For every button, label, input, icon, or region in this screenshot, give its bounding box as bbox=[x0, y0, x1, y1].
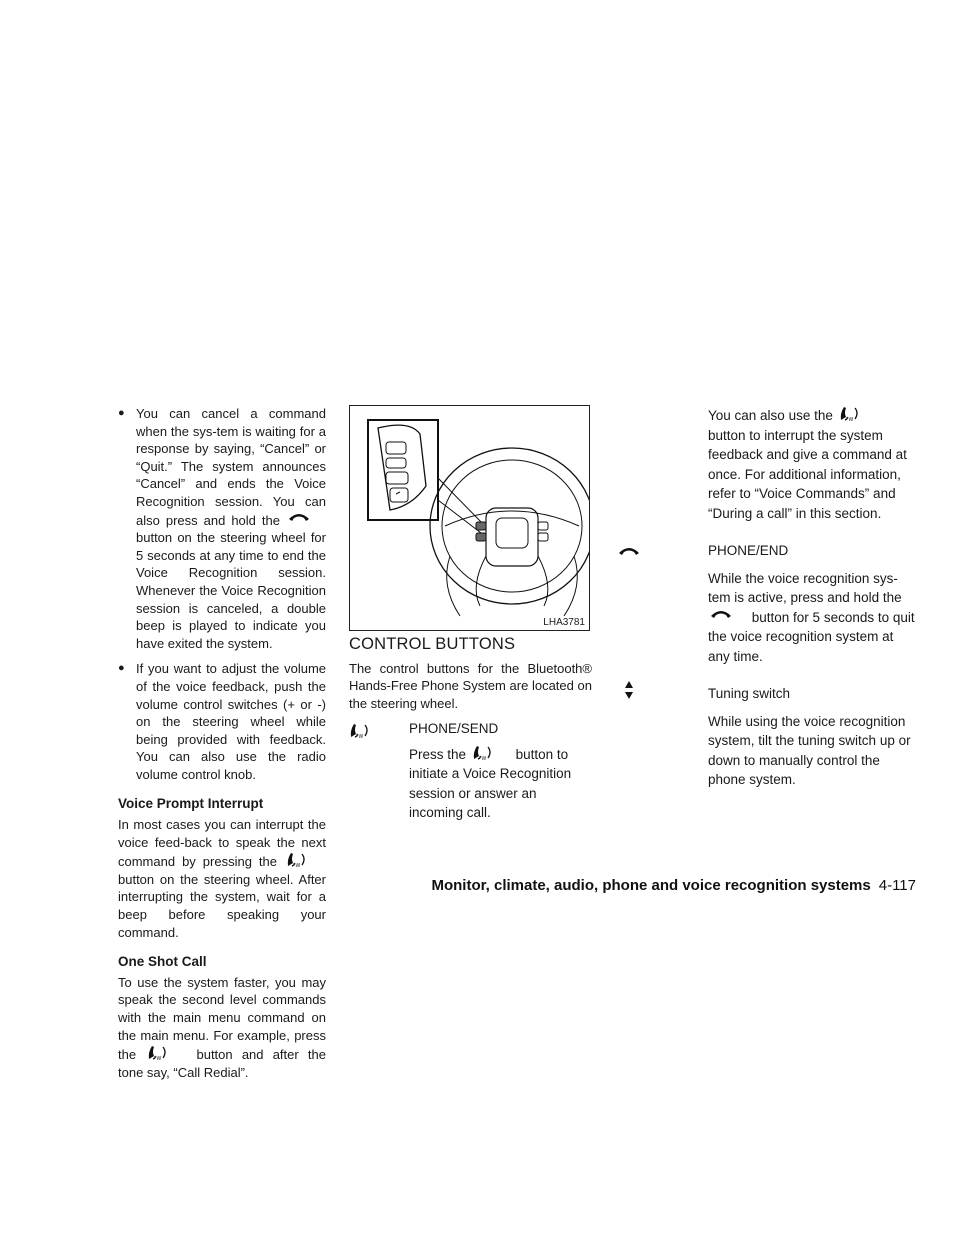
phone-end-icon bbox=[618, 545, 640, 557]
tuning-switch-body: While using the voice recognition system, tilt the tuning switch up or down to manually control the phone system. bbox=[708, 713, 911, 787]
control-buttons-intro: The control buttons for the Bluetooth® Hands-Free Phone System are located on the steering wheel. bbox=[349, 660, 592, 711]
steering-wheel-figure bbox=[349, 405, 590, 631]
phone-send-item bbox=[349, 720, 592, 823]
bullet-dot: ● bbox=[118, 407, 125, 419]
voice-prompt-heading: Voice Prompt Interrupt bbox=[118, 796, 264, 812]
voice-prompt-paragraph: In most cases you can interrupt the voice feed-back to speak the next command by pressing the button on the steering wheel. After interrupting the system, wait for a beep before speaking your command. bbox=[118, 817, 326, 940]
bullet-volume bbox=[118, 660, 326, 783]
phone-send-title: PHONE/SEND bbox=[409, 721, 499, 737]
phone-send-voice-icon bbox=[147, 1044, 169, 1062]
left-column bbox=[118, 405, 326, 1081]
right-column bbox=[618, 405, 918, 790]
footer-section-title: Monitor, climate, audio, phone and voice recognition systems bbox=[431, 877, 871, 894]
phone-send-voice-icon bbox=[472, 744, 494, 762]
cancel-text-post: button on the steering wheel for 5 seconds at any time to end the Voice Recognition session. Whenever the Voice Recognition session is canceled, a double beep is played to indicate you have exited the system. bbox=[136, 530, 326, 651]
bullet-cancel-command bbox=[118, 405, 326, 652]
one-shot-heading: One Shot Call bbox=[118, 954, 207, 970]
phone-send-voice-icon bbox=[349, 722, 371, 740]
cancel-text-pre: You can cancel a command when the sys-tem is waiting for a response by saying, “Cancel” or “Quit.” The system announces “Cancel” and ends the Voice Recognition session. You can also press and hold the bbox=[136, 406, 326, 528]
tuning-switch-item bbox=[618, 684, 918, 790]
page-footer bbox=[431, 877, 916, 894]
up-down-arrows-icon bbox=[624, 680, 634, 700]
phone-end-icon bbox=[288, 511, 310, 523]
figure-label: LHA3781 bbox=[543, 617, 585, 628]
one-shot-paragraph: To use the system faster, you may speak the second level commands with the main menu command on the main menu. For example, press the button and after the tone say, “Call Redial”. bbox=[118, 974, 326, 1080]
phone-end-item: PHONE/END While the voice recognition sys-tem is active, press and hold the button for 5 seconds to quit the voice recognition system at any time. bbox=[618, 541, 918, 666]
phone-end-icon bbox=[710, 608, 732, 620]
phone-end-title: PHONE/END bbox=[708, 543, 789, 558]
volume-text: If you want to adjust the volume of the voice feedback, push the volume control switches (+ or -) on the steering wheel while being provided with feedback. You can also use the radio volume control knob. bbox=[136, 661, 326, 782]
also-use-paragraph: You can also use the button to interrupt the system feedback and give a command at once. For additional information, refer to “Voice Commands” and “During a call” in this section. bbox=[618, 405, 918, 523]
middle-column bbox=[349, 636, 592, 823]
bullet-dot: ● bbox=[118, 662, 125, 675]
phone-send-voice-icon bbox=[286, 851, 308, 869]
page-number: 4-117 bbox=[878, 877, 916, 894]
control-buttons-heading: CONTROL BUTTONS bbox=[349, 635, 516, 653]
phone-send-voice-icon bbox=[839, 405, 861, 423]
phone-send-body: Press the button to initiate a Voice Recognition session or answer an incoming call. bbox=[409, 744, 592, 823]
tuning-switch-title: Tuning switch bbox=[708, 686, 791, 701]
steering-wheel-illustration bbox=[350, 406, 589, 630]
